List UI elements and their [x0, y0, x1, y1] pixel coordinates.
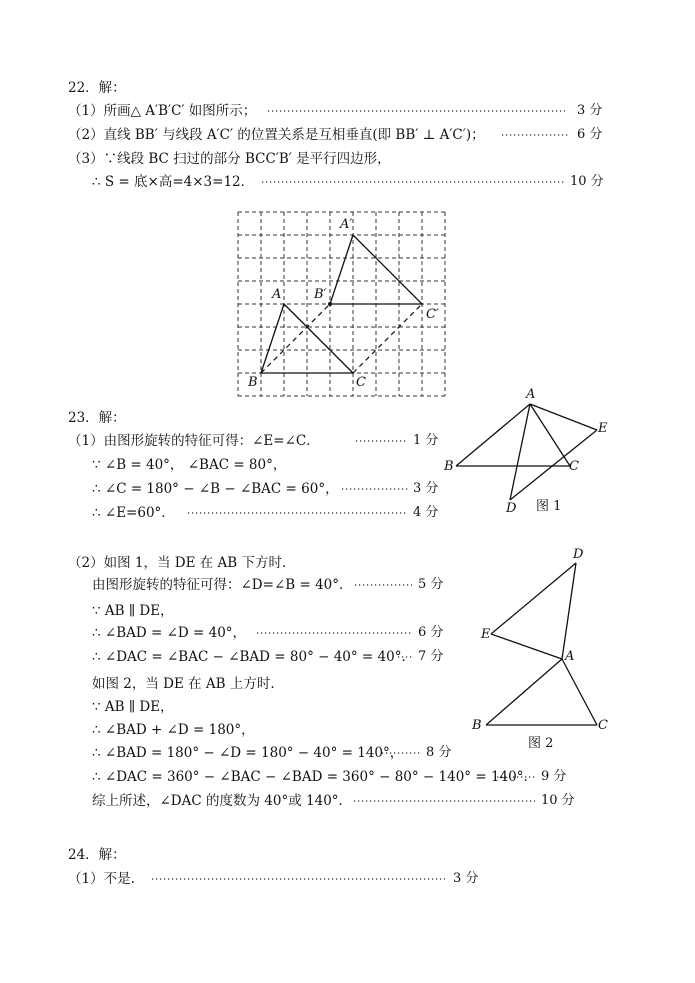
- fig2-label-e: E: [481, 627, 491, 642]
- q23-p2-line-8: ∴ ∠BAD + ∠D = 180°，: [92, 722, 255, 738]
- fig2-label-d: D: [573, 547, 584, 562]
- q24-line-1: （1）不是.: [68, 871, 135, 887]
- q24-points-1: 3 分: [453, 871, 479, 886]
- q23-p1-points-4: 4 分: [413, 505, 439, 520]
- q23-p2-points-9: 8 分: [426, 745, 452, 760]
- q22-line-4: ∴ S = 底×高=4×3=12．: [92, 174, 255, 190]
- fig1-label-a: A: [526, 387, 536, 402]
- q22-points-4: 10 分: [570, 174, 604, 189]
- fig2-label-a: A: [565, 649, 575, 664]
- q22-heading: 22．解：: [68, 80, 126, 96]
- q23-p1-line-3: ∴ ∠C = 180° − ∠B − ∠BAC = 60°，: [92, 481, 339, 497]
- q23-p2-points-11: 10 分: [541, 793, 575, 808]
- fig2-label-c: C: [598, 718, 608, 733]
- q23-p2-line-3: ∵ AB ∥ DE，: [92, 603, 174, 619]
- q23-heading: 23．解：: [68, 410, 126, 426]
- q23-p2-line-9: ∴ ∠BAD = 180° − ∠D = 180° − 40° = 140°，: [92, 745, 404, 761]
- q23-p2-points-4: 6 分: [418, 625, 444, 640]
- label-a: A: [272, 287, 282, 302]
- fig1-label-e: E: [598, 421, 608, 436]
- q23-p1-points-1: 1 分: [413, 433, 439, 448]
- q22-points-2: 6 分: [577, 127, 603, 142]
- q23-p2-points-2: 5 分: [418, 577, 444, 592]
- q23-p2-line-2: 由图形旋转的特征可得：∠D=∠B = 40°．: [92, 577, 353, 593]
- q23-p2-line-11: 综上所述，∠DAC 的度数为 40°或 140°．: [92, 793, 353, 809]
- q23-p1-line-2: ∵ ∠B = 40°， ∠BAC = 80°，: [92, 457, 287, 473]
- q23-p2-line-4: ∴ ∠BAD = ∠D = 40°，: [92, 625, 247, 641]
- q24-heading: 24．解：: [68, 847, 126, 863]
- q23-p2-line-7: ∵ AB ∥ DE，: [92, 699, 174, 715]
- label-b-prime: B′: [314, 287, 327, 302]
- fig1-label-d: D: [506, 501, 517, 516]
- fig2-label-b: B: [472, 718, 482, 733]
- label-c: C: [356, 375, 366, 390]
- q23-p2-line-5: ∴ ∠DAC = ∠BAC − ∠BAD = 80° − 40° = 40°．: [92, 649, 415, 665]
- q23-p1-line-4: ∴ ∠E=60°．: [92, 505, 175, 521]
- q23-p1-points-3: 3 分: [413, 481, 439, 496]
- q22-line-2: （2）直线 BB′ 与线段 A′C′ 的位置关系是互相垂直(即 BB′ ⊥ A′C′)；: [68, 127, 485, 143]
- label-b: B: [248, 375, 258, 390]
- q22-line-3: （3）∵线段 BC 扫过的部分 BCC′B′ 是平行四边形，: [68, 151, 391, 167]
- q23-p2-line-1: （2）如图 1，当 DE 在 AB 下方时.: [68, 555, 287, 571]
- q23-p2-line-10: ∴ ∠DAC = 360° − ∠BAC − ∠BAD = 360° − 80° − 140° = 140°．: [92, 769, 537, 785]
- fig2-caption: 图 2: [528, 736, 554, 751]
- fig1-label-c: C: [569, 459, 579, 474]
- q23-p2-points-5: 7 分: [418, 649, 444, 664]
- label-a-prime: A′: [340, 217, 353, 232]
- q22-line-1: （1）所画△ A′B′C′ 如图所示；: [68, 103, 257, 119]
- label-c-prime: C′: [426, 307, 439, 322]
- q22-points-1: 3 分: [577, 103, 603, 118]
- fig1-label-b: B: [444, 459, 454, 474]
- fig1-caption: 图 1: [536, 499, 562, 514]
- q23-p2-points-10: 9 分: [541, 769, 567, 784]
- q23-p2-line-6: 如图 2，当 DE 在 AB 上方时.: [92, 676, 275, 692]
- q23-p1-line-1: （1）由图形旋转的特征可得：∠E=∠C．: [68, 433, 320, 449]
